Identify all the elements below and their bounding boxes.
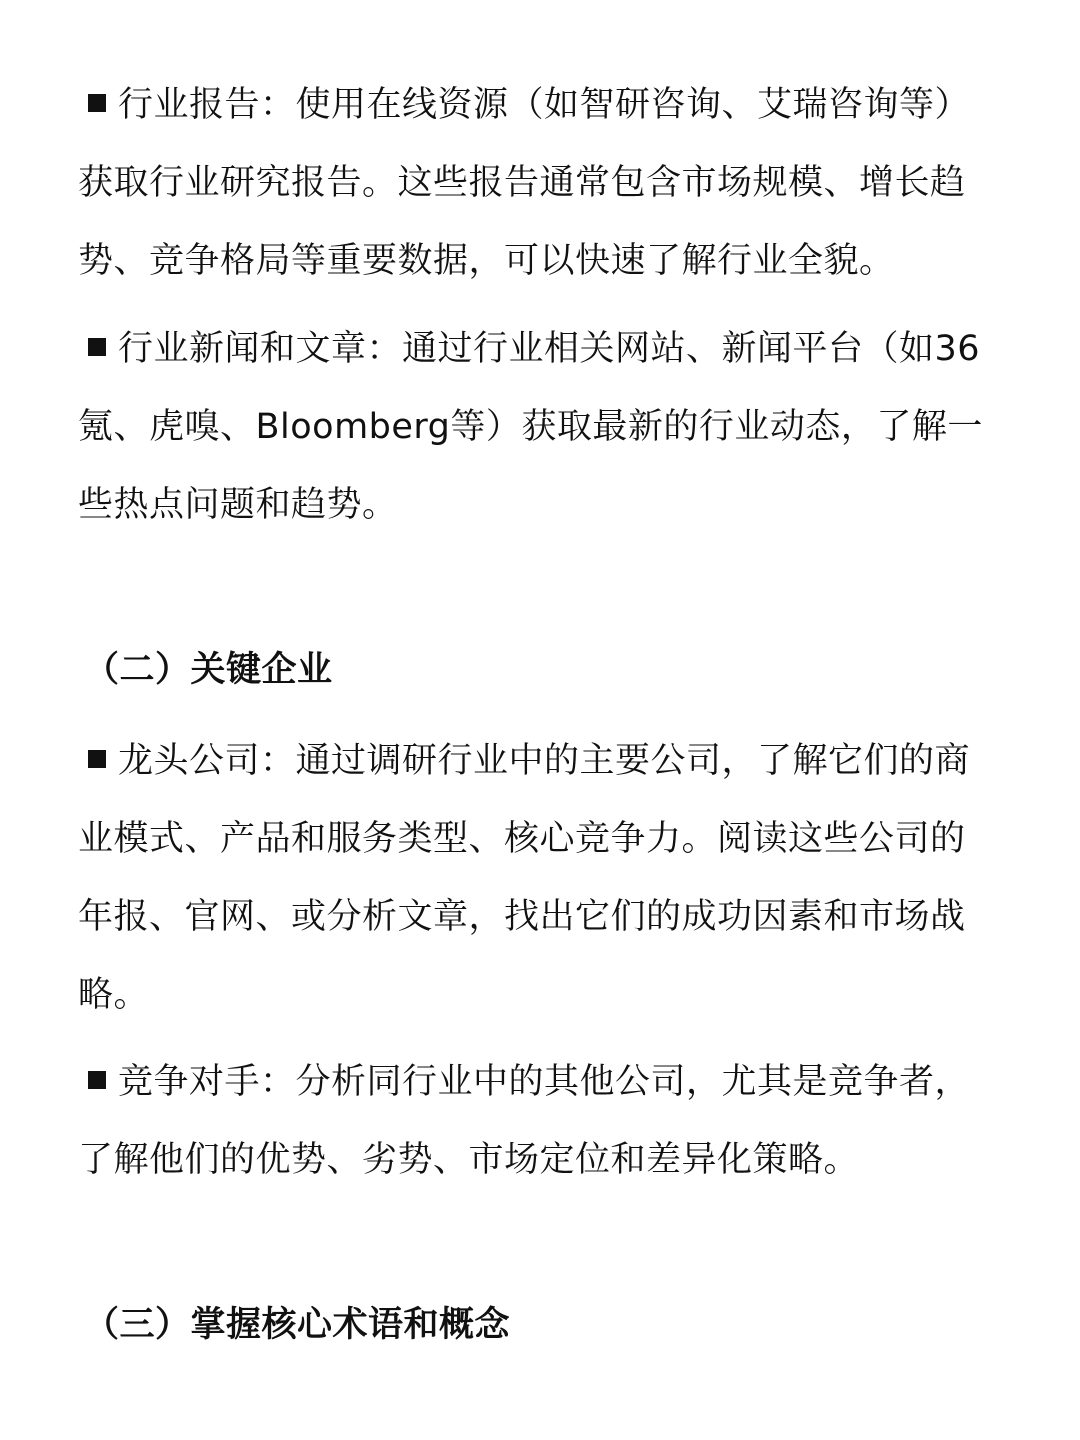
square-bullet-icon bbox=[88, 1071, 106, 1089]
square-bullet-icon bbox=[88, 750, 106, 768]
paragraph-competitors bbox=[78, 1043, 998, 1199]
paragraph-text: 行业报告：使用在线资源（如智研咨询、艾瑞咨询等）获取行业研究报告。这些报告通常包含市场规模、增长趋势、竞争格局等重要数据，可以快速了解行业全貌。 bbox=[78, 85, 971, 281]
paragraph-text: 竞争对手：分析同行业中的其他公司，尤其是竞争者，了解他们的优势、劣势、市场定位和差异化策略。 bbox=[78, 1062, 971, 1180]
paragraph-industry-report bbox=[78, 66, 998, 300]
paragraph-text: 行业新闻和文章：通过行业相关网站、新闻平台（如36氪、虎嗅、Bloomberg等）获取最新的行业动态，了解一些热点问题和趋势。 bbox=[78, 329, 983, 525]
section-heading-key-companies: （二）关键企业 bbox=[84, 650, 333, 690]
paragraph-text: 龙头公司：通过调研行业中的主要公司，了解它们的商业模式、产品和服务类型、核心竞争力。阅读这些公司的年报、官网、或分析文章，找出它们的成功因素和市场战略。 bbox=[78, 741, 971, 1015]
section-heading-core-terms: （三）掌握核心术语和概念 bbox=[84, 1305, 511, 1345]
square-bullet-icon bbox=[88, 94, 106, 112]
paragraph-leading-companies bbox=[78, 722, 998, 1034]
paragraph-industry-news bbox=[78, 310, 998, 544]
square-bullet-icon bbox=[88, 338, 106, 356]
